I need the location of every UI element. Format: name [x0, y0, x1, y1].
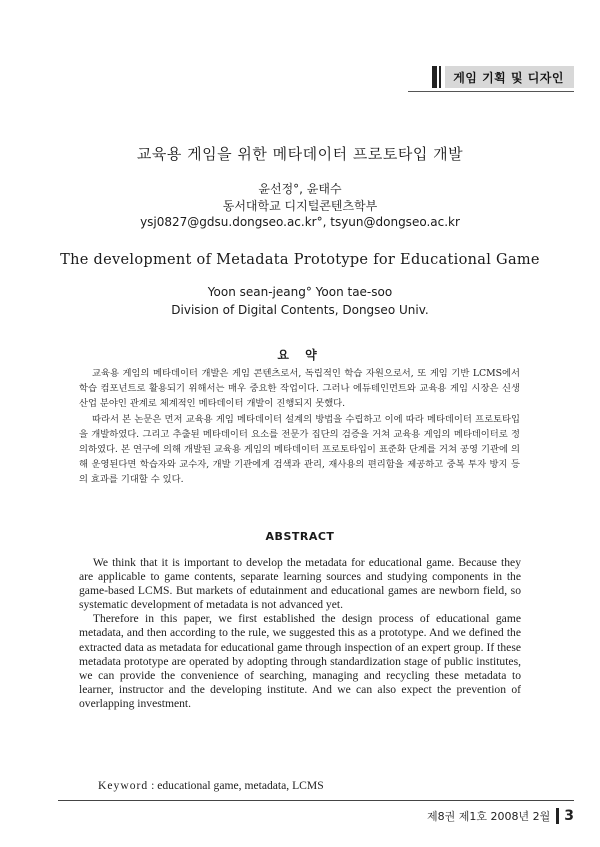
korean-affiliation: 동서대학교 디지털콘텐츠학부	[222, 199, 378, 213]
footer-rule	[58, 800, 574, 801]
tag-marker-thin	[439, 66, 441, 88]
section-tag-label: 게임 기획 및 디자인	[445, 66, 574, 88]
abstract-heading: ABSTRACT	[265, 530, 335, 543]
english-authors: Yoon sean-jeang° Yoon tae-soo	[207, 285, 393, 299]
issue-info: 제8권 제1호 2008년 2월	[427, 810, 551, 823]
header-rule	[408, 91, 574, 92]
abstract-paragraph: Therefore in this paper, we first established the design process of educational game metadata, and then according to the rule, we suggested this as a prototype. And we defined the extracted data as metadata for educational game through inspection of an expert group. If these metadata prototype are operated by adopting through standardization stage of public institutes, we can provide the convenience of searching, managing and recycling these metadata to learner, instructor and the developing institute. And we can also expect the prevention of overlapping investment.	[79, 612, 521, 710]
english-affiliation: Division of Digital Contents, Dongseo Univ.	[171, 303, 429, 317]
keywords-line	[98, 779, 324, 792]
abstract-body	[79, 556, 521, 711]
english-title: The development of Metadata Prototype for Educational Game	[60, 252, 540, 268]
abstract-paragraph: We think that it is important to develop the metadata for educational game. Because they are applicable to game contents, separate learning sources and studying components in the game-based LCMS. But markets of edutainment and educational games are newborn field, so systematic development of metadata is not advanced yet.	[79, 556, 521, 612]
korean-title: 교육용 게임을 위한 메타데이터 프로토타입 개발	[136, 145, 464, 163]
keywords-value: educational game, metadata, LCMS	[157, 779, 324, 792]
footer-divider	[556, 808, 559, 824]
page-number: 3	[564, 808, 574, 824]
keywords-separator: :	[151, 779, 155, 792]
summary-body	[79, 366, 520, 488]
tag-marker-thick	[432, 66, 437, 88]
section-tag	[432, 66, 574, 88]
author-emails: ysj0827@gdsu.dongseo.ac.kr°, tsyun@dongseo.ac.kr	[140, 215, 460, 229]
summary-paragraph: 교육용 게임의 메타데이터 개발은 게임 콘텐츠로서, 독립적인 학습 자원으로서, 또 게임 기반 LCMS에서 학습 컴포넌트로 활용되기 위해서는 매우 중요한 작업이다. 그러나 에듀테인먼트와 교육용 게임 시장은 신생산업 분야인 관계로 체계적인 메타데이터 개발이 진행되지 못했다.	[79, 368, 520, 410]
korean-authors: 윤선정°, 윤태수	[258, 182, 342, 196]
page-footer	[427, 808, 574, 824]
summary-paragraph: 따라서 본 논문은 먼저 교육용 게임 메타데이터 설계의 방법을 수립하고 이에 따라 메타데이터 프로토타입을 개발하였다. 그리고 추출된 메타데이터 요소를 전문가 집단의 검증을 거쳐 교육용 게임의 메타데이터로 정의하였다. 본 연구에 의해 개발된 교육용 게임의 메타데이터 프로토타입이 표준화 단계를 거쳐 공영 기관에 의해 운영된다면 학습자와 교수자, 개발 기관에게 검색과 관리, 재사용의 편리함을 제공하고 중복 투자 방지 등의 효과를 기대할 수 있다.	[79, 413, 520, 486]
summary-heading: 요 약	[277, 348, 323, 362]
keywords-label: Keyword	[98, 779, 149, 792]
